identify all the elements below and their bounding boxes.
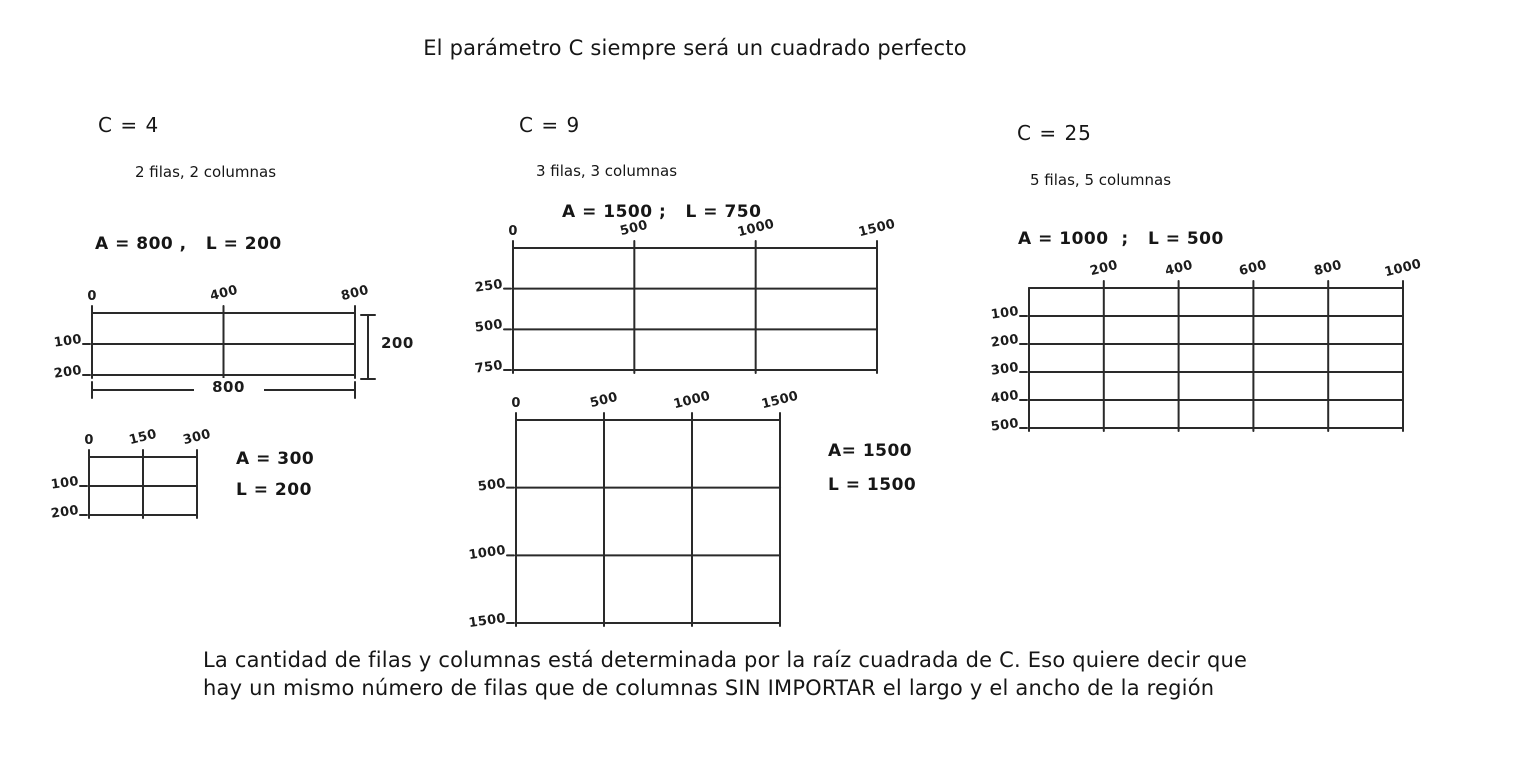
tick-label: 100 [989,304,1020,323]
tick-label: 800 [339,282,371,305]
grid-c9-square [467,376,824,667]
footer-line-1: La cantidad de filas y columnas está determinada por la raíz cuadrada de C. Eso quiere decir que [203,648,1248,672]
dim-width-label: 800 [194,378,264,396]
tick-label: 200 [49,503,80,522]
tick-label: 400 [1163,257,1195,280]
tick-label: 500 [473,317,504,337]
tick-label: 100 [49,474,80,493]
tick-label: 0 [508,224,518,239]
grid-b-length-label: L = 200 [236,480,312,500]
grid-lines [472,376,824,667]
page-title: El parámetro C siempre será un cuadrado perfecto [423,36,967,60]
tick-label: 500 [476,475,507,495]
grid-b-area-label: A = 300 [236,449,315,469]
tick-label: 800 [1312,257,1344,280]
tick-label: 400 [208,282,239,305]
tick-label: 0 [84,433,94,448]
section-c9-params: A = 1500 ; L = 750 [562,202,762,222]
grid-lines [985,244,1447,472]
tick-label: 200 [989,332,1020,351]
tick-label: 300 [181,426,213,449]
section-c4-params: A = 800 , L = 200 [95,234,282,254]
tick-label: 250 [473,276,504,296]
grid-c25-grid [985,244,1447,472]
section-c9-note: 3 filas, 3 columnas [536,162,678,180]
tick-label: 300 [989,360,1020,379]
tick-label: 500 [618,217,650,240]
tick-label: 150 [127,426,159,449]
tick-label: 750 [473,358,504,377]
tick-label: 0 [87,289,97,304]
tick-label: 1000 [467,543,507,564]
grid-c4-small [45,413,241,559]
tick-label: 200 [52,363,83,382]
tick-label: 500 [989,416,1020,435]
section-c25-params: A = 1000 ; L = 500 [1018,229,1224,249]
section-c9-heading: C = 9 [519,113,581,137]
tick-label: 100 [52,332,83,351]
grid-d-length-label: L = 1500 [828,475,917,495]
grid-d-area-label: A= 1500 [828,441,913,461]
tick-label: 200 [1088,257,1120,280]
section-c25-note: 5 filas, 5 columnas [1030,171,1172,189]
tick-label: 1500 [760,388,800,413]
dim-height-label: 200 [376,334,419,352]
tick-label: 600 [1237,257,1269,280]
tick-label: 500 [588,389,620,412]
tick-label: 1500 [857,216,897,241]
section-c4-heading: C = 4 [98,113,160,137]
tick-label: 0 [511,396,521,411]
tick-label: 1000 [672,388,712,413]
footer-line-2: hay un mismo número de filas que de columnas SIN IMPORTAR el largo y el ancho de la región [203,676,1215,700]
tick-label: 400 [989,388,1020,407]
grid-c4-main [48,269,414,419]
tick-label: 1000 [1383,256,1423,281]
section-c25-heading: C = 25 [1017,121,1092,145]
tick-label: 1000 [735,216,776,241]
tick-label: 1500 [467,611,507,632]
section-c4-note: 2 filas, 2 columnas [135,163,277,181]
